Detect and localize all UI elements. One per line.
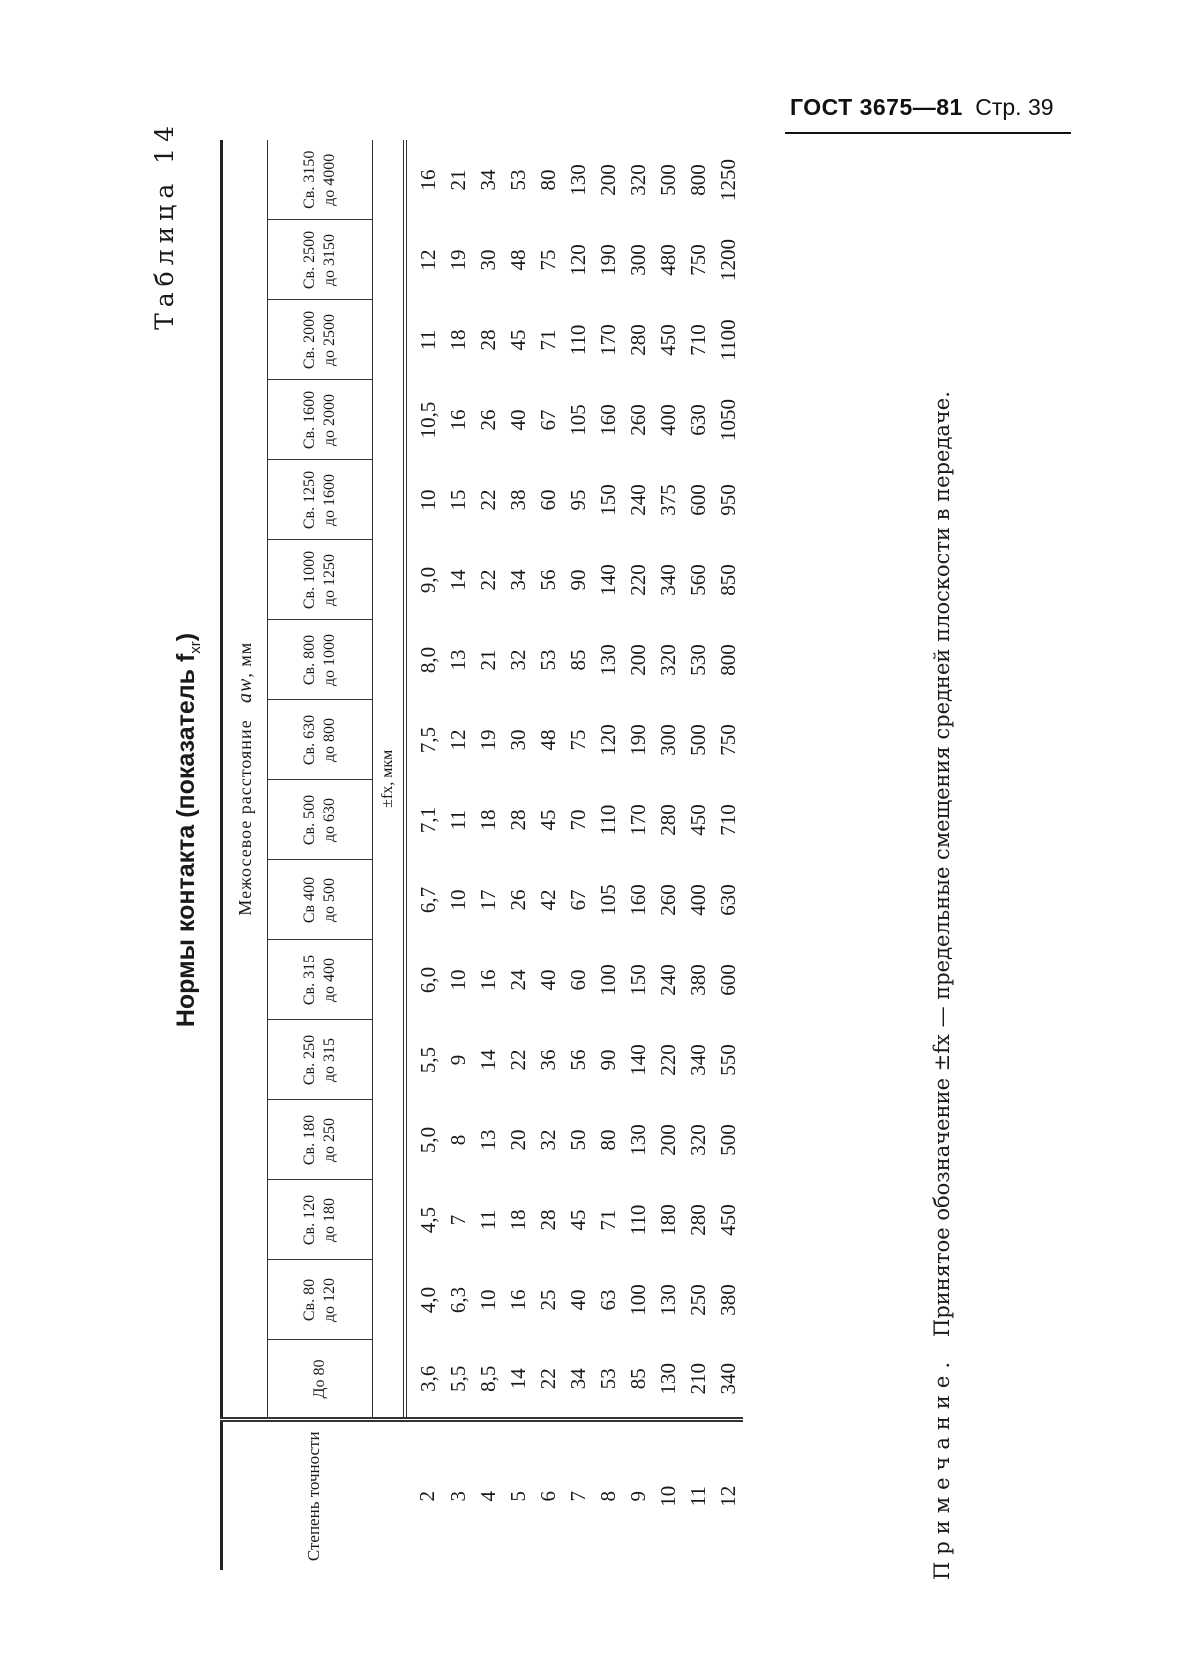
table-cell: 85 [566, 649, 590, 671]
table-cell: 105 [566, 404, 590, 436]
table-cell: 56 [536, 569, 560, 591]
range-to: до 1250 [321, 553, 338, 607]
table-title-close: ) [172, 632, 200, 642]
table-cell: 21 [476, 649, 500, 671]
table-row [623, 140, 653, 1570]
table-cell: 450 [716, 1204, 740, 1236]
norms-table [220, 140, 743, 1570]
range-header [268, 380, 373, 460]
table-cell: 1100 [716, 319, 740, 361]
table-cell: 6,7 [416, 886, 440, 914]
table-cell: 11 [446, 809, 470, 831]
table-cell: 16 [446, 409, 470, 431]
table-row [473, 140, 503, 1570]
table-cell: 16 [476, 969, 500, 991]
table-cell: 71 [596, 1209, 620, 1231]
table-cell: 710 [686, 324, 710, 356]
range-to: до 2000 [321, 393, 338, 447]
range-to: до 4000 [321, 153, 338, 206]
table-cell: 8 [446, 1134, 470, 1146]
table-cell: 160 [596, 404, 620, 436]
table-cell: 260 [656, 884, 680, 916]
table-cell: 17 [476, 889, 500, 911]
table-cell: 530 [686, 644, 710, 676]
table-cell: 280 [626, 324, 650, 356]
table-cell: 320 [686, 1124, 710, 1156]
unit-header: ±fx, мкм [373, 140, 406, 1420]
table-cell: 22 [476, 569, 500, 591]
table-cell: 15 [446, 489, 470, 511]
table-cell: 280 [686, 1204, 710, 1236]
table-cell: 34 [476, 169, 500, 191]
accuracy-degree: 3 [443, 1420, 473, 1570]
range-to: до 315 [321, 1037, 338, 1083]
table-cell: 220 [656, 1044, 680, 1076]
table-cell: 170 [596, 324, 620, 356]
table-cell: 4,5 [416, 1206, 440, 1234]
range-to: до 500 [321, 877, 338, 923]
table-cell: 375 [656, 484, 680, 516]
table-cell: 40 [506, 409, 530, 431]
table-cell: 12 [416, 249, 440, 271]
table-cell: 40 [566, 1289, 590, 1311]
table-cell: 240 [656, 964, 680, 996]
range-from: Св. 120 [301, 1194, 318, 1246]
table-cell: 22 [506, 1049, 530, 1071]
table-cell: 260 [626, 404, 650, 436]
range-header [268, 700, 373, 780]
table-cell: 13 [476, 1129, 500, 1151]
table-cell: 105 [596, 884, 620, 916]
accuracy-degree: 10 [653, 1420, 683, 1570]
table-cell: 400 [686, 884, 710, 916]
range-header [268, 140, 373, 220]
table-cell: 75 [536, 249, 560, 271]
range-to: до 180 [321, 1197, 338, 1243]
range-from: Св. 2000 [301, 310, 318, 370]
accuracy-degree: 7 [563, 1420, 593, 1570]
table-cell: 95 [566, 489, 590, 511]
table-cell: 22 [536, 1368, 560, 1390]
table-cell: 70 [566, 809, 590, 831]
range-from: Св. 80 [301, 1278, 318, 1322]
table-cell: 28 [476, 329, 500, 351]
table-cell: 7,5 [416, 726, 440, 754]
accuracy-degree: 9 [623, 1420, 653, 1570]
table-cell: 180 [656, 1204, 680, 1236]
table-cell: 21 [446, 169, 470, 191]
accuracy-degree: 8 [593, 1420, 623, 1570]
range-from: Св. 800 [301, 634, 318, 686]
table-cell: 120 [566, 244, 590, 276]
table-cell: 28 [536, 1209, 560, 1231]
table-cell: 190 [596, 244, 620, 276]
table-cell: 200 [626, 644, 650, 676]
range-to: до 400 [321, 957, 338, 1003]
table-cell: 90 [566, 569, 590, 591]
page-number: Стр. 39 [975, 94, 1054, 120]
table-cell: 32 [536, 1129, 560, 1151]
table-row [713, 140, 743, 1570]
table-cell: 6,0 [416, 966, 440, 994]
range-to: до 2500 [321, 313, 338, 367]
table-cell: 240 [626, 484, 650, 516]
table-title [172, 80, 204, 1580]
range-to: до 1600 [321, 473, 338, 527]
table-cell: 45 [536, 809, 560, 831]
group-header-symbol: aw [233, 677, 256, 703]
table-cell: 13 [446, 649, 470, 671]
range-to: до 120 [321, 1277, 338, 1323]
table-cell: 160 [626, 884, 650, 916]
range-from: Св. 180 [301, 1114, 318, 1166]
table-cell: 5,0 [416, 1126, 440, 1154]
table-cell: 800 [686, 164, 710, 196]
table-cell: 320 [656, 644, 680, 676]
table-cell: 130 [626, 1124, 650, 1156]
table-cell: 4,0 [416, 1286, 440, 1314]
table-cell: 75 [566, 729, 590, 751]
document-number: ГОСТ 3675—81 [790, 94, 963, 120]
table-cell: 38 [506, 489, 530, 511]
range-from: До 80 [311, 1359, 328, 1399]
table-cell: 60 [536, 489, 560, 511]
table-cell: 10 [416, 489, 440, 511]
table-cell: 32 [506, 649, 530, 671]
table-cell: 63 [596, 1289, 620, 1311]
table-cell: 34 [506, 569, 530, 591]
table-cell: 1200 [716, 239, 740, 281]
table-cell: 80 [596, 1129, 620, 1151]
table-cell: 53 [506, 169, 530, 191]
table-cell: 340 [686, 1044, 710, 1076]
table-cell: 1250 [716, 159, 740, 201]
note-label: Примечание. [930, 1354, 954, 1580]
table-cell: 3,6 [416, 1365, 440, 1392]
table-cell: 100 [596, 964, 620, 996]
table-cell: 10,5 [416, 401, 440, 439]
table-cell: 550 [716, 1044, 740, 1076]
range-to: до 1000 [321, 633, 338, 687]
table-cell: 11 [476, 1209, 500, 1231]
table-cell: 190 [626, 724, 650, 756]
table-cell: 16 [416, 169, 440, 191]
range-from: Св. 1600 [301, 390, 318, 450]
range-from: Св. 250 [301, 1034, 318, 1086]
table-cell: 71 [536, 329, 560, 351]
table-cell: 110 [566, 324, 590, 356]
table-cell: 10 [446, 969, 470, 991]
table-cell: 750 [686, 244, 710, 276]
table-cell: 150 [626, 964, 650, 996]
accuracy-degree: 12 [713, 1420, 743, 1570]
table-row [533, 140, 563, 1570]
table-cell: 53 [596, 1368, 620, 1390]
table-row [593, 140, 623, 1570]
table-cell: 42 [536, 889, 560, 911]
range-header [268, 300, 373, 380]
table-cell: 710 [716, 804, 740, 836]
table-cell: 7 [446, 1214, 470, 1226]
stub-header: Степень точности [222, 1420, 406, 1570]
table-row [653, 140, 683, 1570]
table-cell: 36 [536, 1049, 560, 1071]
range-from: Св. 3150 [301, 150, 318, 209]
table-cell: 25 [536, 1289, 560, 1311]
table-title-subscript: xr [187, 641, 204, 654]
table-cell: 100 [626, 1284, 650, 1316]
rotated-table-block [150, 80, 1070, 1580]
range-to: до 3150 [321, 233, 338, 287]
table-cell: 45 [506, 329, 530, 351]
table-cell: 630 [716, 884, 740, 916]
table-cell: 380 [716, 1284, 740, 1316]
range-from: Св. 630 [301, 714, 318, 766]
table-cell: 340 [716, 1363, 740, 1395]
table-cell: 9 [446, 1054, 470, 1066]
table-cell: 500 [656, 164, 680, 196]
table-body [405, 140, 743, 1570]
table-cell: 130 [656, 1284, 680, 1316]
table-cell: 170 [626, 804, 650, 836]
table-cell: 18 [506, 1209, 530, 1231]
table-cell: 80 [536, 169, 560, 191]
range-header [268, 220, 373, 300]
table-label: Таблица 14 [150, 120, 179, 330]
table-cell: 18 [446, 329, 470, 351]
table-cell: 50 [566, 1129, 590, 1151]
table-cell: 26 [506, 889, 530, 911]
table-cell: 950 [716, 484, 740, 516]
table-cell: 750 [716, 724, 740, 756]
table-title-text: Нормы контакта (показатель f [172, 653, 200, 1028]
table-cell: 8,0 [416, 646, 440, 674]
range-from: Св 400 [301, 876, 318, 924]
table-cell: 90 [596, 1049, 620, 1071]
table-cell: 600 [686, 484, 710, 516]
range-to: до 630 [321, 797, 338, 843]
range-to: до 250 [321, 1117, 338, 1163]
table-cell: 40 [536, 969, 560, 991]
group-header-text: Межосевое расстояние [234, 719, 255, 916]
range-header [268, 860, 373, 940]
table-cell: 67 [566, 889, 590, 911]
table-row [405, 140, 443, 1570]
table-row [503, 140, 533, 1570]
table-cell: 130 [566, 164, 590, 196]
range-from: Св. 500 [301, 794, 318, 846]
accuracy-degree: 2 [405, 1420, 443, 1570]
table-cell: 30 [506, 729, 530, 751]
table-cell: 120 [596, 724, 620, 756]
table-cell: 12 [446, 729, 470, 751]
table-cell: 19 [476, 729, 500, 751]
group-header [222, 140, 268, 1420]
table-cell: 28 [506, 809, 530, 831]
table-cell: 150 [596, 484, 620, 516]
table-cell: 250 [686, 1284, 710, 1316]
table-cell: 400 [656, 404, 680, 436]
table-cell: 200 [596, 164, 620, 196]
table-cell: 340 [656, 564, 680, 596]
table-cell: 10 [446, 889, 470, 911]
table-cell: 67 [536, 409, 560, 431]
table-cell: 500 [716, 1124, 740, 1156]
range-header [268, 620, 373, 700]
table-cell: 53 [536, 649, 560, 671]
table-cell: 320 [626, 164, 650, 196]
table-cell: 85 [626, 1368, 650, 1390]
table-row [563, 140, 593, 1570]
table-row [443, 140, 473, 1570]
table-cell: 110 [626, 1204, 650, 1236]
note-text: Принятое обозначение ±fx — предельные смещения средней плоскости в передаче. [930, 391, 954, 1337]
table-cell: 10 [476, 1289, 500, 1311]
table-cell: 300 [626, 244, 650, 276]
table-cell: 60 [566, 969, 590, 991]
range-from: Св. 1250 [301, 470, 318, 530]
table-cell: 200 [656, 1124, 680, 1156]
table-cell: 34 [566, 1368, 590, 1390]
range-from: Св. 1000 [301, 550, 318, 610]
table-cell: 850 [716, 564, 740, 596]
table-cell: 600 [716, 964, 740, 996]
accuracy-degree: 4 [473, 1420, 503, 1570]
table-cell: 26 [476, 409, 500, 431]
range-header [268, 780, 373, 860]
table-cell: 5,5 [416, 1046, 440, 1074]
table-cell: 450 [656, 324, 680, 356]
accuracy-degree: 5 [503, 1420, 533, 1570]
table-cell: 11 [416, 329, 440, 351]
range-from: Св. 315 [301, 954, 318, 1006]
table-cell: 130 [596, 644, 620, 676]
table-cell: 280 [656, 804, 680, 836]
table-cell: 210 [686, 1363, 710, 1395]
range-header [268, 1180, 373, 1260]
table-cell: 1050 [716, 399, 740, 441]
range-to: до 800 [321, 717, 338, 763]
range-header [268, 1100, 373, 1180]
table-cell: 800 [716, 644, 740, 676]
table-cell: 220 [626, 564, 650, 596]
table-cell: 560 [686, 564, 710, 596]
table-cell: 14 [446, 569, 470, 591]
table-cell: 480 [656, 244, 680, 276]
table-cell: 45 [566, 1209, 590, 1231]
table-cell: 22 [476, 489, 500, 511]
range-header [268, 940, 373, 1020]
table-cell: 300 [656, 724, 680, 756]
range-header [268, 460, 373, 540]
table-cell: 140 [596, 564, 620, 596]
table-cell: 16 [506, 1289, 530, 1311]
table-cell: 48 [536, 729, 560, 751]
table-cell: 630 [686, 404, 710, 436]
table-cell: 5,5 [446, 1365, 470, 1392]
table-cell: 24 [506, 969, 530, 991]
table-cell: 56 [566, 1049, 590, 1071]
table-cell: 8,5 [476, 1365, 500, 1392]
table-cell: 7,1 [416, 806, 440, 834]
table-cell: 450 [686, 804, 710, 836]
table-cell: 6,3 [446, 1286, 470, 1314]
range-header [268, 1020, 373, 1100]
range-header [268, 540, 373, 620]
table-cell: 14 [506, 1368, 530, 1390]
table-cell: 130 [656, 1363, 680, 1395]
group-header-unit: , мм [234, 641, 255, 678]
table-cell: 140 [626, 1044, 650, 1076]
range-header [268, 1260, 373, 1340]
table-cell: 20 [506, 1129, 530, 1151]
table-row [683, 140, 713, 1570]
table-cell: 14 [476, 1049, 500, 1071]
table-cell: 48 [506, 249, 530, 271]
note [930, 80, 954, 1580]
table-cell: 9,0 [416, 566, 440, 594]
range-from: Св. 2500 [301, 230, 318, 290]
accuracy-degree: 11 [683, 1420, 713, 1570]
table-cell: 30 [476, 249, 500, 271]
table-cell: 19 [446, 249, 470, 271]
accuracy-degree: 6 [533, 1420, 563, 1570]
table-cell: 110 [596, 804, 620, 836]
table-cell: 500 [686, 724, 710, 756]
table-cell: 18 [476, 809, 500, 831]
range-header [268, 1340, 373, 1420]
table-cell: 380 [686, 964, 710, 996]
